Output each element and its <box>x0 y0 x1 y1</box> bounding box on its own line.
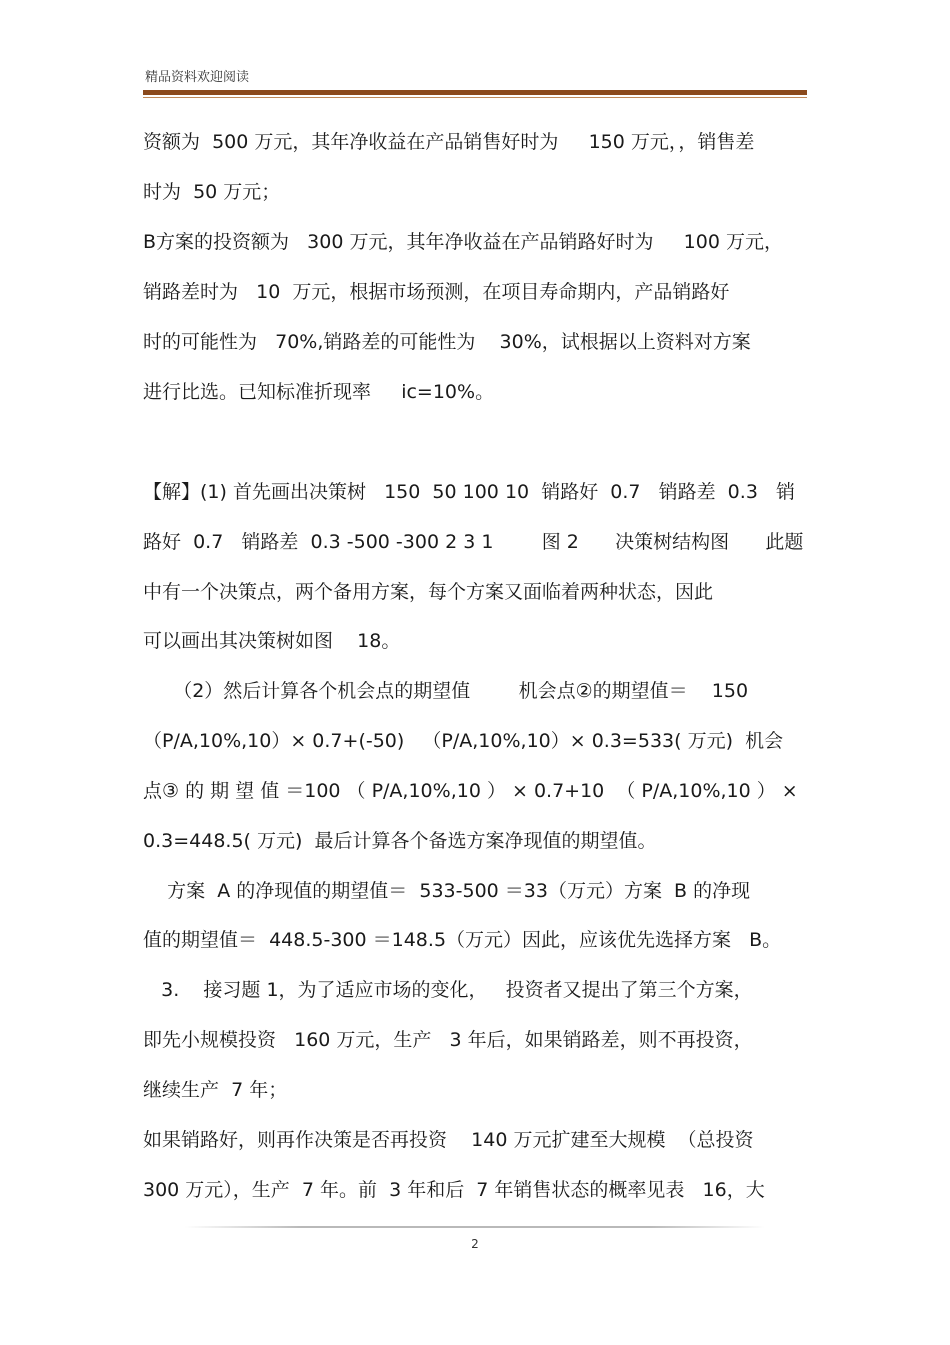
text-line: 中有一个决策点，两个备用方案，每个方案又面临着两种状态，因此 <box>143 581 714 603</box>
text-line: 时的可能性为 70%,销路差的可能性为 30%，试根据以上资料对方案 <box>143 331 751 353</box>
page-number: 2 <box>471 1237 479 1251</box>
text-line: 值的期望值＝ 448.5-300 ＝148.5（万元）因此，应该优先选择方案 B。 <box>143 929 782 951</box>
text-line: 可以画出其决策树如图 18。 <box>143 630 401 652</box>
text-line: 3. 接习题 1，为了适应市场的变化， 投资者又提出了第三个方案， <box>143 979 753 1001</box>
text-line: 资额为 500 万元，其年净收益在产品销售好时为 150 万元，，销售差 <box>143 131 755 153</box>
text-line: 路好 0.7 销路差 0.3 -500 -300 2 3 1 图 2 决策树结构图 此题 <box>143 531 804 553</box>
text-line: 进行比选。已知标准折现率 ic=10%。 <box>143 381 495 403</box>
text-line: 0.3=448.5( 万元) 最后计算各个备选方案净现值的期望值。 <box>143 830 657 852</box>
text-line: 【解】(1) 首先画出决策树 150 50 100 10 销路好 0.7 销路差 0.3 销 <box>143 481 796 503</box>
text-line: 如果销路好，则再作决策是否再投资 140 万元扩建至大规模 （总投资 <box>143 1129 754 1151</box>
text-line: 即先小规模投资 160 万元，生产 3 年后，如果销路差，则不再投资， <box>143 1029 753 1051</box>
text-line: （P/A,10%,10）× 0.7+(-50) （P/A,10%,10）× 0.3=533( 万元) 机会 <box>143 730 784 752</box>
text-line: 300 万元），生产 7 年。前 3 年和后 7 年销售状态的概率见表 16，大 <box>143 1179 765 1201</box>
text-line: 继续生产 7 年； <box>143 1079 288 1101</box>
text-line: 销路差时为 10 万元，根据市场预测，在项目寿命期内，产品销路好 <box>143 281 730 303</box>
text-line: （2）然后计算各个机会点的期望值 机会点②的期望值＝ 150 <box>143 680 749 702</box>
text-line: 方案 A 的净现值的期望值＝ 533-500 ＝33（万元）方案 B 的净现 <box>143 880 751 902</box>
header-rule-thin <box>143 97 807 98</box>
text-line: B方案的投资额为 300 万元，其年净收益在产品销路好时为 100 万元， <box>143 231 783 253</box>
text-line: 时为 50 万元； <box>143 181 281 203</box>
page-header: 精品资料欢迎阅读 <box>145 70 250 85</box>
header-rule <box>143 90 807 95</box>
footer-rule <box>185 1226 765 1228</box>
text-line: 点③ 的 期 望 值 ＝100 （ P/A,10%,10 ） × 0.7+10 （ P/A,10%,10 ） × <box>143 780 798 802</box>
